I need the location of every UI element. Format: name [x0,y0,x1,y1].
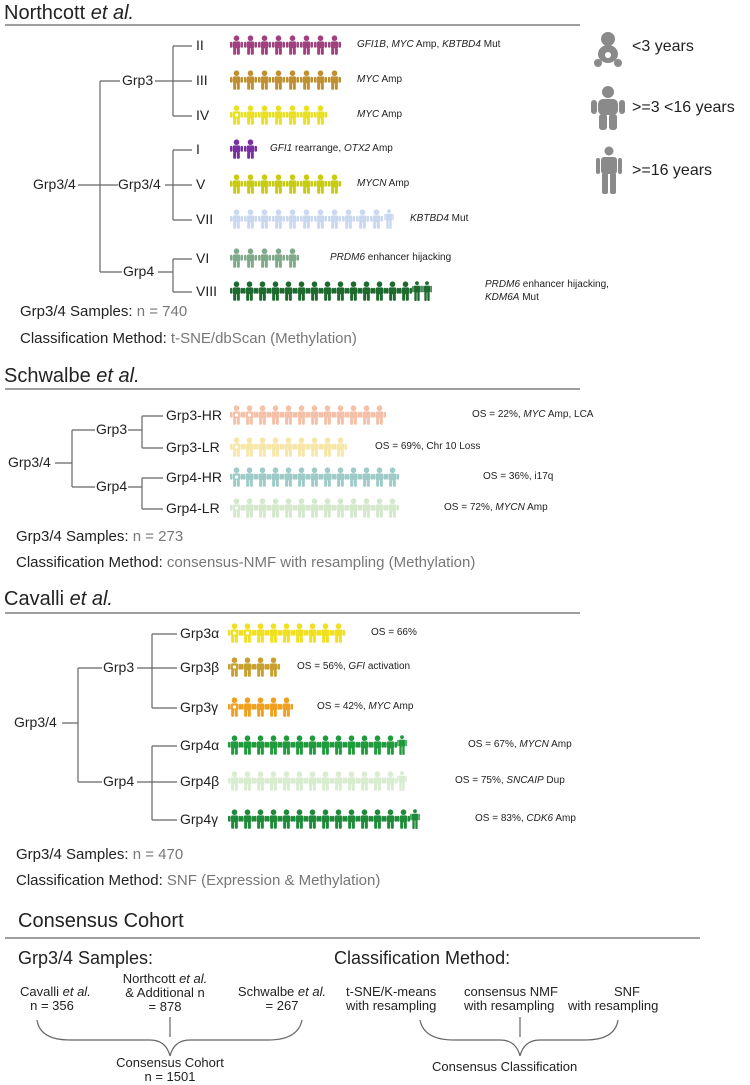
cavalli-subgroup-annotation: OS = 56%, GFI activation [297,661,411,672]
person-icon [269,498,282,520]
person-icon [230,174,243,196]
schwalbe-subgroup-annotation: OS = 72%, MYCN Amp [444,502,548,513]
person-icon [295,498,308,520]
northcott-patient-icons [230,209,395,231]
person-icon [384,809,397,831]
person-icon [308,467,321,489]
person-icon [314,70,327,92]
person-icon [397,809,410,831]
person-icon [300,70,313,92]
person-icon [230,139,243,161]
cavalli-patient-icons [228,657,280,679]
legend-label-child: >=3 <16 years [632,99,735,116]
person-icon [241,771,254,793]
schwalbe-patient-icons [230,498,399,520]
person-icon [347,467,360,489]
person-icon [345,771,358,793]
person-icon [286,209,299,231]
northcott-grp34-branch [165,150,192,220]
person-icon [258,35,271,57]
person-icon [244,35,257,57]
person-icon [230,248,243,270]
person-icon [332,623,345,645]
schwalbe-grp3-branch [128,416,163,448]
cavalli-grp4-branch [137,746,177,820]
person-icon [371,809,384,831]
northcott-grp3-branch [155,46,192,116]
person-icon [293,623,306,645]
consensus-schwalbe: Schwalbe et al. = 267 [237,984,327,1013]
person-icon [269,281,282,303]
northcott-patient-icons [230,281,432,303]
cavalli-subgroup-label: Grp3α [180,625,220,641]
person-icon [334,405,347,427]
northcott-subgroup-label: VI [196,250,210,266]
person-icon [384,209,394,231]
cavalli-subgroup-label: Grp4α [180,737,220,753]
person-icon [272,248,285,270]
person-icon [295,405,308,427]
person-icon [267,809,280,831]
person-icon [306,623,319,645]
consensus-title: Consensus Cohort [18,910,184,932]
person-icon [282,437,295,459]
northcott-subgroup-label: IV [196,107,210,123]
northcott-patient-icons [230,174,342,196]
cavalli-branch-grp3: Grp3 [103,659,135,675]
person-icon [230,467,243,489]
schwalbe-root-branch [55,430,95,487]
person-icon [230,437,243,459]
person-icon [244,139,257,161]
person-icon [334,498,347,520]
person-icon [267,735,280,757]
northcott-grp4-branch [158,259,192,292]
person-icon [371,771,384,793]
person-icon [314,35,327,57]
northcott-patient-icons [230,139,258,161]
person-icon [243,281,256,303]
person-icon [258,174,271,196]
person-icon [269,405,282,427]
schwalbe-grp4-branch [128,478,163,509]
northcott-subgroup-annotation: MYC Amp [357,74,403,85]
schwalbe-samples: Grp3/4 Samples: n = 273 [16,528,184,545]
person-icon [244,209,257,231]
person-icon [280,623,293,645]
person-icon [228,771,241,793]
schwalbe-patient-icons [230,467,399,489]
person-icon [360,405,373,427]
person-icon [272,35,285,57]
person-icon [286,70,299,92]
person-icon [280,735,293,757]
northcott-subgroup-label: VIII [196,283,218,299]
person-icon [397,771,407,793]
northcott-subgroup-label: VII [196,211,214,227]
person-icon [228,697,241,719]
cavalli-subgroup-label: Grp3β [180,659,220,675]
cavalli-patient-icons [228,809,420,831]
northcott-subgroup-annotation: GFI1B, MYC Amp, KBTBD4 Mut [357,39,501,50]
person-icon [254,771,267,793]
person-icon [360,281,373,303]
cavalli-patient-icons [228,623,345,645]
person-icon [258,70,271,92]
cavalli-subgroup-annotation: OS = 83%, CDK6 Amp [475,813,576,824]
person-icon [282,405,295,427]
northcott-subgroup-annotation: KBTBD4 Mut [410,213,469,224]
person-icon [319,735,332,757]
person-icon [230,281,243,303]
person-icon [332,735,345,757]
person-icon [243,498,256,520]
person-icon [293,809,306,831]
person-icon [373,281,386,303]
person-icon [293,771,306,793]
person-icon [334,437,347,459]
person-icon [321,498,334,520]
person-icon [293,735,306,757]
cavalli-patient-icons [228,735,407,757]
schwalbe-subgroup-label: Grp3-HR [166,407,223,423]
person-icon [314,174,327,196]
child-icon [590,85,626,131]
person-icon [241,697,254,719]
northcott-method: Classification Method: t-SNE/dbScan (Methylation) [20,330,357,347]
northcott-subgroup-annotation: MYCN Amp [357,178,410,189]
cavalli-grp3-branch [137,634,177,708]
person-icon [360,467,373,489]
person-icon [319,809,332,831]
person-icon [230,405,243,427]
consensus-method-2: consensus NMF with resampling [464,984,558,1013]
baby-icon [588,30,628,70]
northcott-root-branch [78,81,122,272]
person-icon [243,467,256,489]
schwalbe-branch-grp3: Grp3 [96,421,128,437]
person-icon [286,248,299,270]
person-icon [319,771,332,793]
cavalli-title: Cavalli et al. [4,588,113,610]
person-icon [254,657,267,679]
person-icon [332,771,345,793]
person-icon [244,105,257,127]
person-icon [373,498,386,520]
person-icon [422,281,432,303]
person-icon [371,735,384,757]
person-icon [295,281,308,303]
cavalli-patient-icons [228,771,407,793]
consensus-northcott: Northcott et al. & Additional n = 878 [122,971,208,1014]
cavalli-subgroup-annotation: OS = 42%, MYC Amp [317,701,414,712]
person-icon [319,623,332,645]
person-icon [347,498,360,520]
legend-label-baby: <3 years [632,38,694,55]
person-icon [280,809,293,831]
person-icon [282,467,295,489]
person-icon [314,105,327,127]
northcott-patient-icons [230,70,342,92]
person-icon [258,209,271,231]
person-icon [308,405,321,427]
person-icon [256,281,269,303]
northcott-title: Northcott et al. [4,2,135,24]
person-icon [373,467,386,489]
person-icon [397,735,407,757]
person-icon [358,771,371,793]
person-icon [384,735,397,757]
person-icon [328,70,341,92]
consensus-cavalli: Cavalli et al. n = 356 [20,984,91,1013]
person-icon [254,697,267,719]
person-icon [370,209,383,231]
person-icon [256,437,269,459]
person-icon [256,498,269,520]
adult-icon [596,146,622,194]
person-icon [269,437,282,459]
person-icon [267,623,280,645]
person-icon [286,35,299,57]
person-icon [300,209,313,231]
person-icon [347,281,360,303]
person-icon [254,809,267,831]
consensus-samples-heading: Grp3/4 Samples: [18,948,154,968]
schwalbe-root-label: Grp3/4 [8,454,51,470]
person-icon [228,735,241,757]
northcott-subgroup-label: III [196,72,208,88]
person-icon [321,281,334,303]
person-icon [328,209,341,231]
person-icon [244,174,257,196]
person-icon [386,498,399,520]
person-icon [308,498,321,520]
person-icon [306,771,319,793]
cavalli-patient-icons [228,697,293,719]
person-icon [286,174,299,196]
consensus-classification: Consensus Classification [432,1059,578,1074]
person-icon [295,467,308,489]
northcott-subgroup-label: V [196,176,206,192]
cavalli-subgroup-annotation: OS = 75%, SNCAIP Dup [455,775,565,786]
person-icon [300,174,313,196]
person-icon [256,467,269,489]
schwalbe-title: Schwalbe et al. [4,365,140,387]
person-icon [360,498,373,520]
northcott-branch-grp4: Grp4 [123,263,155,279]
consensus-method-heading: Classification Method: [334,948,511,968]
person-icon [258,248,271,270]
person-icon [256,405,269,427]
person-icon [306,809,319,831]
person-icon [272,70,285,92]
northcott-patient-icons [230,105,328,127]
northcott-branch-grp34: Grp3/4 [118,176,161,192]
person-icon [228,623,241,645]
person-icon [386,467,399,489]
person-icon [345,735,358,757]
person-icon [244,70,257,92]
cavalli-subgroup-annotation: OS = 67%, MYCN Amp [468,739,572,750]
northcott-subgroup-annotation: PRDM6 enhancer hijacking, KDM6A Mut [485,279,609,303]
person-icon [267,657,280,679]
cavalli-samples: Grp3/4 Samples: n = 470 [16,846,184,863]
northcott-patient-icons [230,35,342,57]
person-icon [258,105,271,127]
person-icon [254,623,267,645]
schwalbe-method: Classification Method: consensus-NMF with resampling (Methylation) [16,554,476,571]
person-icon [280,697,293,719]
person-icon [230,105,243,127]
person-icon [308,437,321,459]
person-icon [241,623,254,645]
schwalbe-subgroup-label: Grp4-LR [166,500,220,516]
person-icon [286,105,299,127]
cavalli-subgroup-label: Grp3γ [180,699,219,715]
cavalli-method: Classification Method: SNF (Expression & Methylation) [16,872,381,889]
person-icon [280,771,293,793]
person-icon [241,735,254,757]
person-icon [399,281,412,303]
consensus-method-3: SNF with resampling [568,984,659,1013]
person-icon [358,809,371,831]
person-icon [373,405,386,427]
methods-brace [420,1020,618,1056]
person-icon [272,174,285,196]
person-icon [347,405,360,427]
person-icon [334,281,347,303]
person-icon [328,35,341,57]
northcott-subgroup-annotation: GFI1 rearrange, OTX2 Amp [270,143,393,154]
person-icon [230,35,243,57]
person-icon [228,809,241,831]
person-icon [321,405,334,427]
person-icon [300,35,313,57]
cavalli-subgroup-annotation: OS = 66% [371,627,417,638]
person-icon [267,771,280,793]
person-icon [356,209,369,231]
schwalbe-branch-grp4: Grp4 [96,478,128,494]
person-icon [306,735,319,757]
person-icon [314,209,327,231]
legend-label-adult: >=16 years [632,162,713,179]
person-icon [230,498,243,520]
cavalli-branch-grp4: Grp4 [103,773,135,789]
northcott-patient-icons [230,248,300,270]
person-icon [228,657,241,679]
cavalli-subgroup-label: Grp4β [180,773,220,789]
person-icon [282,498,295,520]
person-icon [412,281,422,303]
cavalli-root-branch [62,668,102,782]
person-icon [321,467,334,489]
person-icon [241,657,254,679]
northcott-branch-grp3: Grp3 [122,72,154,88]
consensus-method-1: t-SNE/K-means with resampling [346,984,437,1013]
northcott-subgroup-label: II [196,37,204,53]
person-icon [332,809,345,831]
schwalbe-subgroup-annotation: OS = 69%, Chr 10 Loss [375,441,481,452]
person-icon [321,437,334,459]
northcott-root-label: Grp3/4 [33,176,76,192]
person-icon [342,209,355,231]
northcott-subgroup-annotation: PRDM6 enhancer hijacking [330,252,452,263]
person-icon [358,735,371,757]
person-icon [386,281,399,303]
person-icon [243,437,256,459]
schwalbe-subgroup-label: Grp4-HR [166,469,223,485]
person-icon [244,248,257,270]
person-icon [254,735,267,757]
northcott-samples: Grp3/4 Samples: n = 740 [20,303,188,320]
person-icon [300,105,313,127]
schwalbe-subgroup-label: Grp3-LR [166,439,220,455]
person-icon [243,405,256,427]
person-icon [272,209,285,231]
schwalbe-patient-icons [230,437,347,459]
person-icon [295,437,308,459]
northcott-subgroup-label: I [196,141,200,157]
cavalli-root-label: Grp3/4 [14,714,57,730]
northcott-subgroup-annotation: MYC Amp [357,109,403,120]
person-icon [345,809,358,831]
person-icon [267,697,280,719]
person-icon [269,467,282,489]
person-icon [384,771,397,793]
person-icon [230,209,243,231]
schwalbe-subgroup-annotation: OS = 22%, MYC Amp, LCA [472,409,594,420]
person-icon [230,70,243,92]
schwalbe-subgroup-annotation: OS = 36%, i17q [483,471,554,482]
person-icon [334,467,347,489]
person-icon [308,281,321,303]
person-icon [241,809,254,831]
person-icon [410,809,420,831]
consensus-cohort: Consensus Cohort n = 1501 [116,1055,224,1084]
person-icon [272,105,285,127]
cavalli-subgroup-label: Grp4γ [180,811,219,827]
person-icon [282,281,295,303]
schwalbe-patient-icons [230,405,386,427]
person-icon [328,174,341,196]
